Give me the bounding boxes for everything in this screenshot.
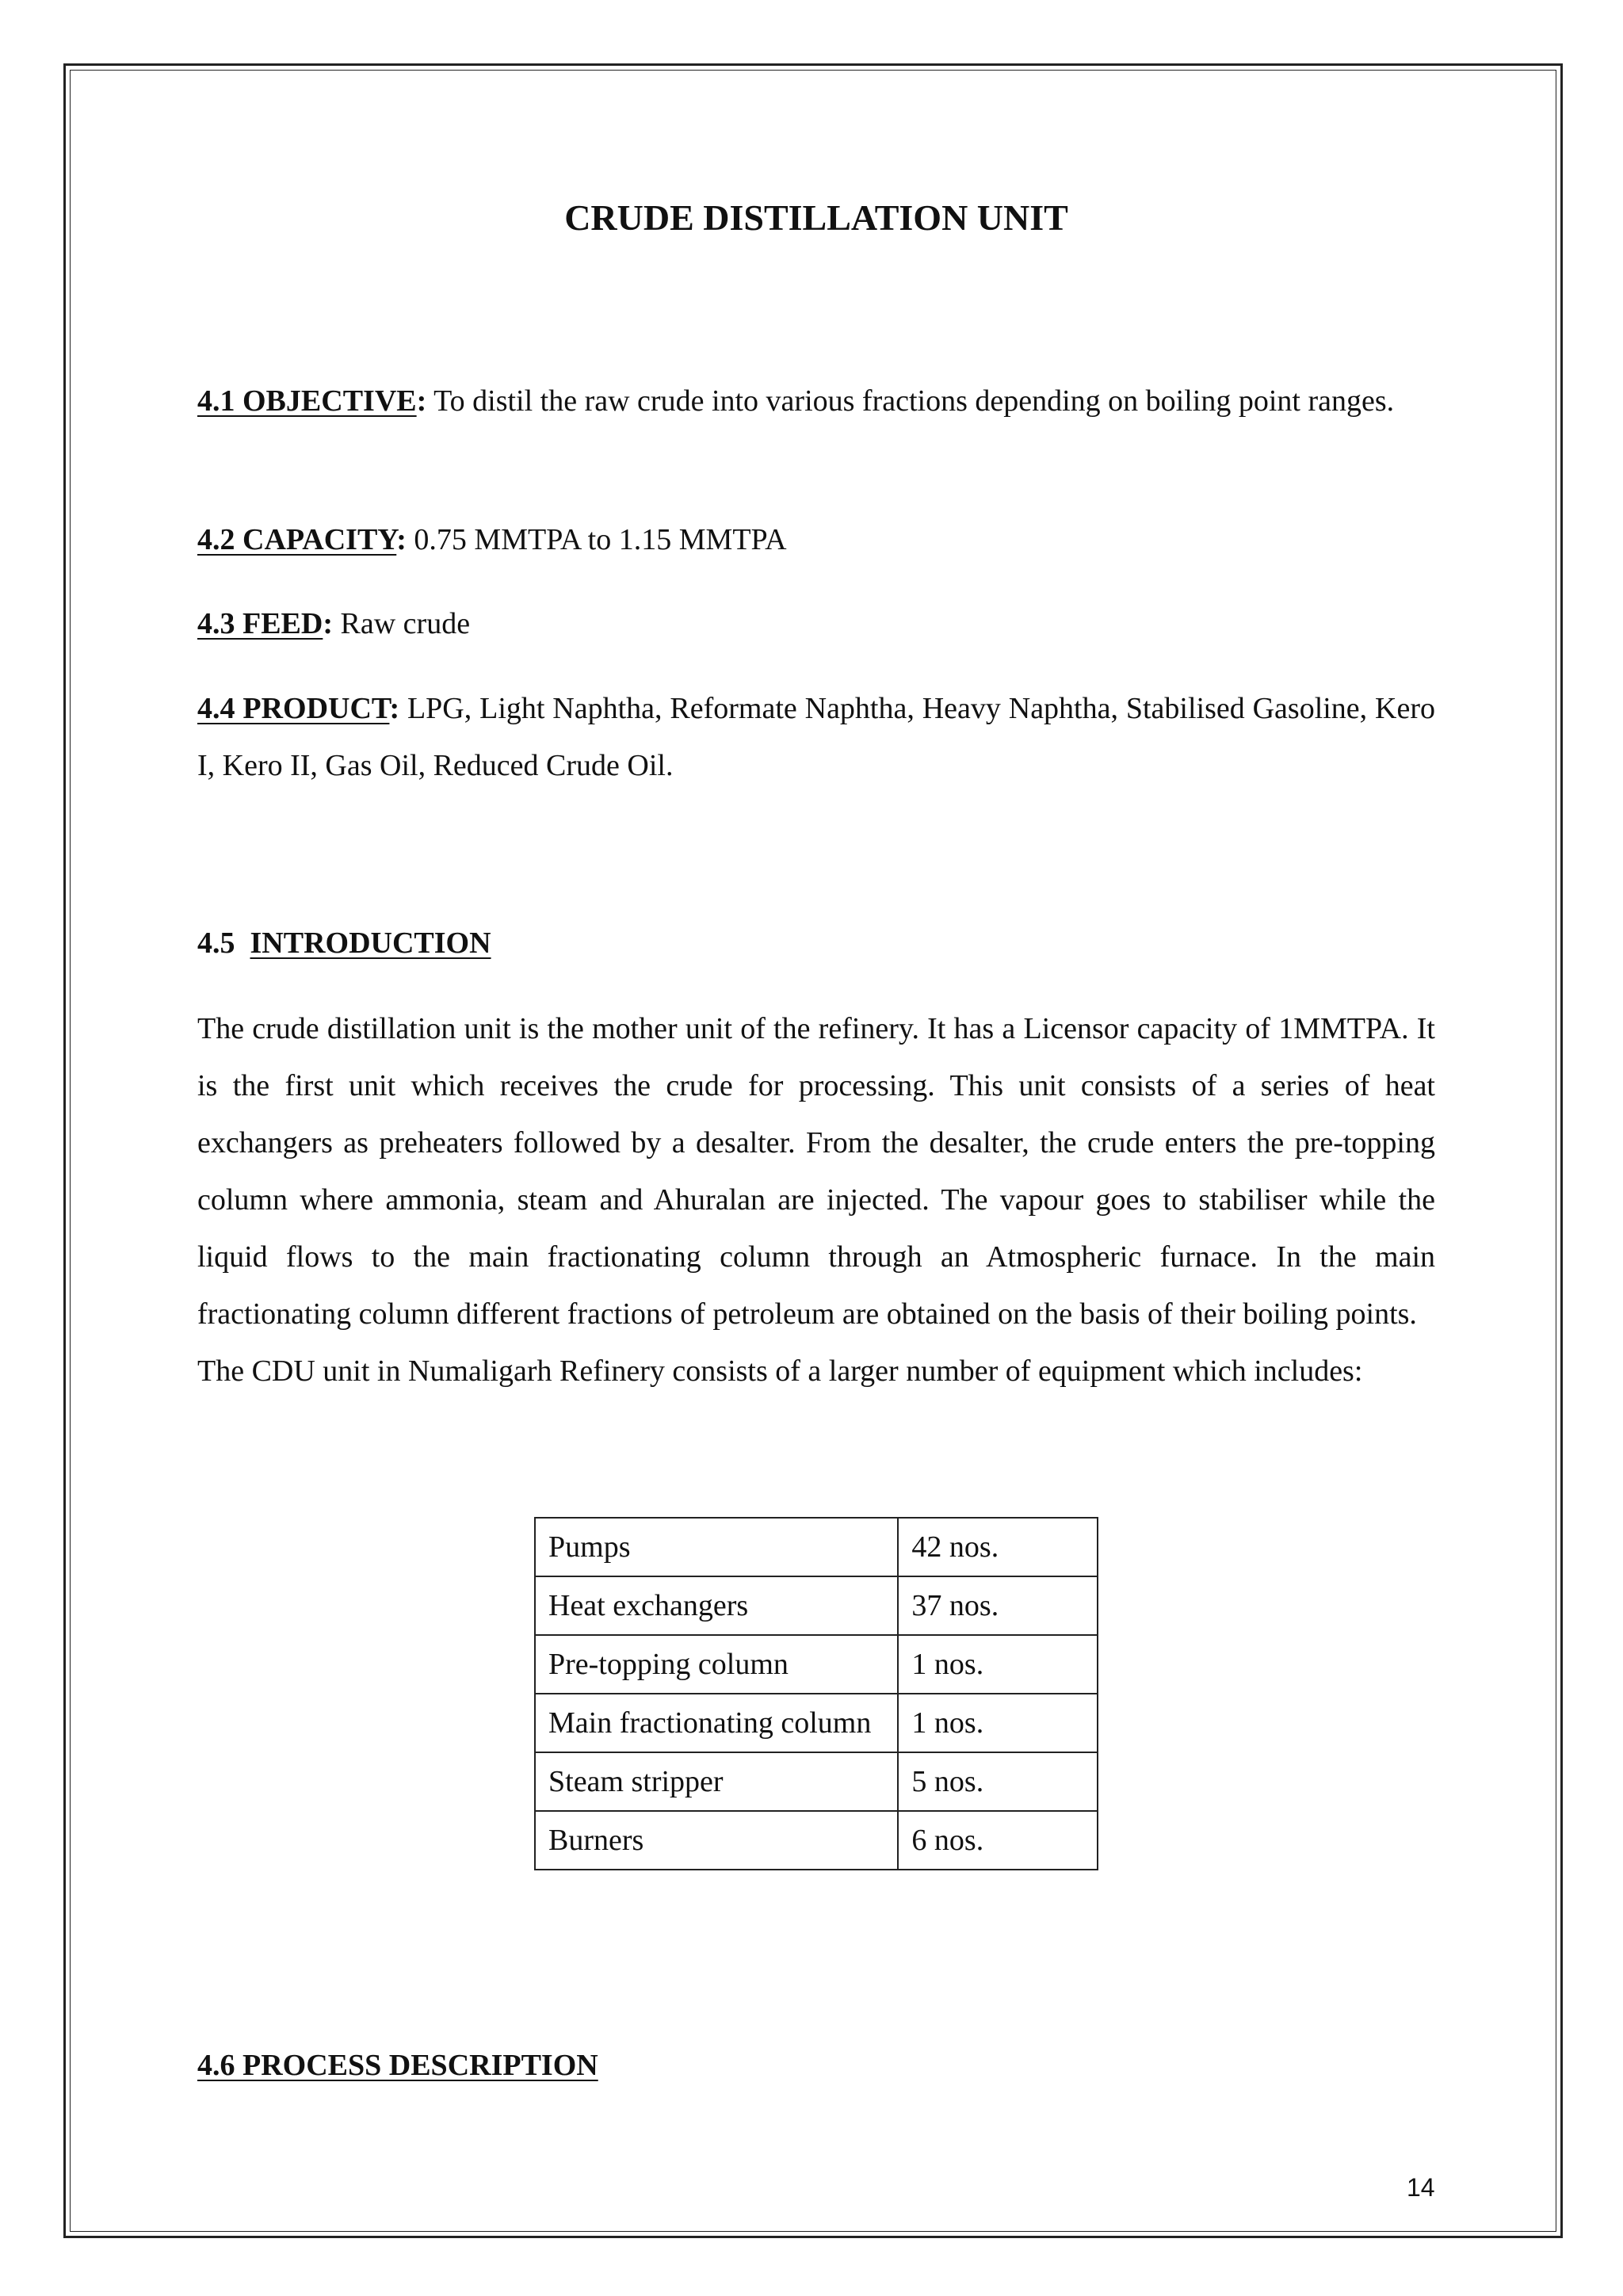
table-row (535, 1752, 1098, 1811)
product-colon: : (389, 692, 400, 725)
feed-text: Raw crude (333, 607, 471, 640)
section-capacity (197, 511, 1435, 568)
equipment-name: Heat exchangers (535, 1576, 898, 1635)
feed-colon: : (323, 607, 334, 640)
capacity-heading: 4.2 CAPACITY (197, 523, 397, 556)
equipment-count: 37 nos. (898, 1576, 1098, 1635)
equipment-count: 42 nos. (898, 1518, 1098, 1576)
table-row (535, 1518, 1098, 1576)
equipment-name: Steam stripper (535, 1752, 898, 1811)
capacity-colon: : (396, 523, 407, 556)
section-introduction-body (197, 1000, 1435, 1400)
introduction-paragraph-2: The CDU unit in Numaligarh Refinery consists of a larger number of equipment which includes: (197, 1354, 1363, 1388)
equipment-count: 6 nos. (898, 1811, 1098, 1870)
product-heading: 4.4 PRODUCT (197, 692, 390, 725)
objective-colon: : (416, 384, 427, 418)
section-feed (197, 595, 1435, 652)
equipment-count: 1 nos. (898, 1694, 1098, 1752)
table-row (535, 1694, 1098, 1752)
table-row (535, 1635, 1098, 1694)
equipment-name: Pumps (535, 1518, 898, 1576)
objective-heading: 4.1 OBJECTIVE (197, 384, 417, 418)
feed-heading: 4.3 FEED (197, 607, 323, 640)
table-row (535, 1576, 1098, 1635)
equipment-name: Pre-topping column (535, 1635, 898, 1694)
page-number: 14 (1407, 2173, 1435, 2202)
introduction-paragraph-1: The crude distillation unit is the mother unit of the refinery. It has a Licensor capacity of 1MMTPA. It is the first unit which receives the crude for processing. This unit consists of a series of heat exchangers as preheaters followed by a desalter. From the desalter, the crude enters the pre-topping column where ammonia, steam and Ahuralan are injected. The vapour goes to stabiliser while the liquid flows to the main fractionating column through an Atmospheric furnace. In the main fractionating column different fractions of petroleum are obtained on the basis of their boiling points. (197, 1012, 1435, 1331)
section-process-heading (197, 2037, 1435, 2094)
table-row (535, 1811, 1098, 1870)
section-product (197, 680, 1435, 794)
section-introduction-heading (197, 915, 1435, 972)
section-objective (197, 372, 1435, 430)
objective-text: To distil the raw crude into various fractions depending on boiling point ranges. (426, 384, 1395, 418)
equipment-name: Burners (535, 1811, 898, 1870)
process-heading: 4.6 PROCESS DESCRIPTION (197, 2049, 598, 2082)
product-text: LPG, Light Naphtha, Reformate Naphtha, Heavy Naphtha, Stabilised Gasoline, Kero I, Kero II, Gas Oil, Reduced Crude Oil. (197, 692, 1435, 782)
equipment-count: 1 nos. (898, 1635, 1098, 1694)
capacity-text: 0.75 MMTPA to 1.15 MMTPA (406, 523, 787, 556)
equipment-name: Main fractionating column (535, 1694, 898, 1752)
page-title: CRUDE DISTILLATION UNIT (564, 197, 1068, 238)
equipment-count: 5 nos. (898, 1752, 1098, 1811)
equipment-table (534, 1517, 1098, 1870)
introduction-heading: INTRODUCTION (250, 926, 491, 960)
introduction-number: 4.5 (197, 926, 235, 960)
